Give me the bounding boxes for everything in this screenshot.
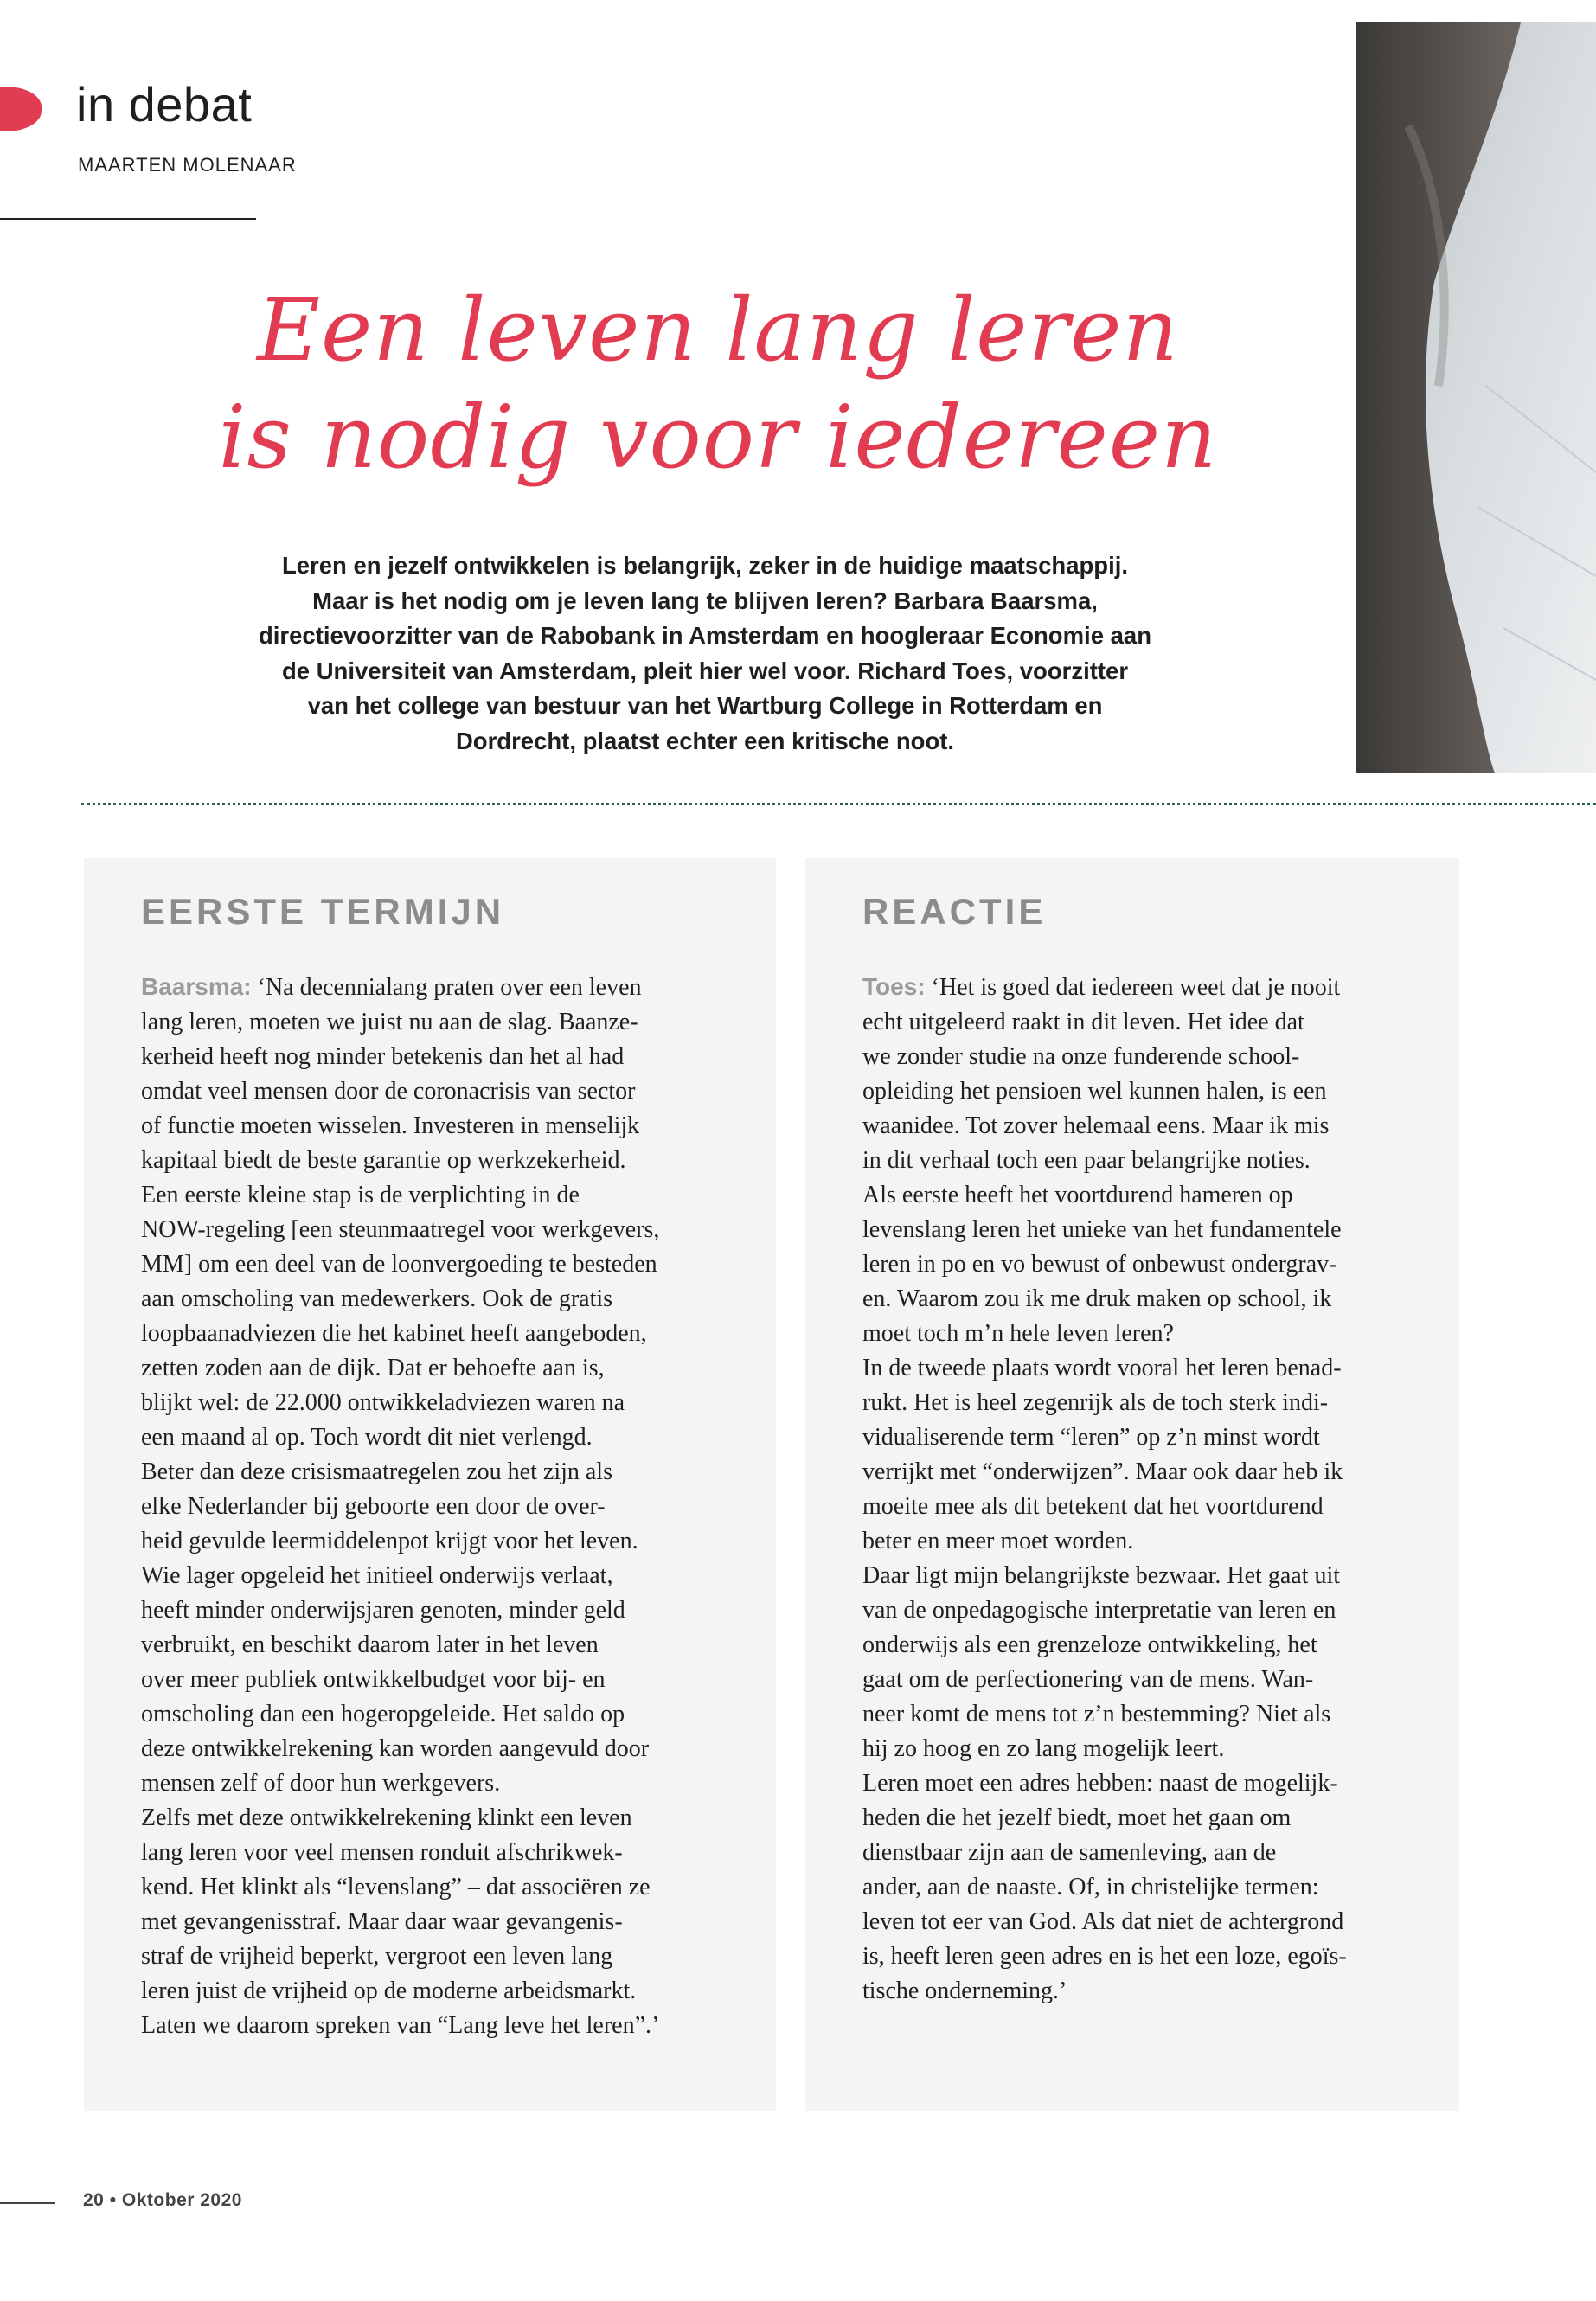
section-label: in debat — [76, 77, 253, 131]
body-line: neer komt de mens tot z’n bestemming? Niet als — [862, 1701, 1331, 1727]
body-text: ‘Het is goed dat iedereen weet dat je nooit — [925, 974, 1341, 1001]
body-line: verrijkt met “onderwijzen”. Maar ook daar heb ik — [862, 1458, 1343, 1485]
body-line: Leren moet een adres hebben: naast de mogelijk- — [862, 1770, 1338, 1797]
body-line: loopbaanadviezen die het kabinet heeft aangeboden, — [141, 1320, 647, 1347]
author-byline: MAARTEN MOLENAAR — [78, 154, 297, 176]
body-line: Zelfs met deze ontwikkelrekening klinkt een leven — [141, 1804, 632, 1831]
body-line: leren juist de vrijheid op de moderne arbeidsmarkt. — [141, 1977, 637, 2004]
body-line: In de tweede plaats wordt vooral het leren benad- — [862, 1355, 1342, 1381]
body-line: blijkt wel: de 22.000 ontwikkeladviezen waren na — [141, 1389, 625, 1416]
header-divider — [0, 218, 256, 220]
body-line: MM] om een deel van de loonvergoeding te besteden — [141, 1251, 657, 1278]
body-line: of functie moeten wisselen. Investeren in menselijk — [141, 1112, 640, 1139]
body-line: kend. Het klinkt als “levenslang” – dat associëren ze — [141, 1874, 651, 1900]
body-line: elke Nederlander bij geboorte een door de over- — [141, 1493, 606, 1520]
article-intro — [199, 548, 1211, 759]
body-line: deze ontwikkelrekening kan worden aangevuld door — [141, 1735, 650, 1762]
body-line: Wie lager opgeleid het initieel onderwijs verlaat, — [141, 1562, 613, 1589]
body-line: lang leren voor veel mensen ronduit afschrikwek- — [141, 1839, 623, 1866]
body-line: we zonder studie na onze funderende school- — [862, 1043, 1300, 1070]
body-line: ander, aan de naaste. Of, in christelijke termen: — [862, 1874, 1319, 1900]
intro-line: directievoorzitter van de Rabobank in Amsterdam en hoogleraar Economie aan — [258, 622, 1152, 649]
body-line: kerheid heeft nog minder betekenis dan het al had — [141, 1043, 625, 1070]
body-line: Een eerste kleine stap is de verplichting in de — [141, 1182, 580, 1208]
body-line: lang leren, moeten we juist nu aan de slag. Baanze- — [141, 1009, 638, 1035]
article-title — [130, 277, 1306, 491]
speaker-name: Baarsma: — [141, 973, 252, 1000]
page-footer — [83, 2190, 242, 2211]
body-line: en. Waarom zou ik me druk maken op school, ik — [862, 1285, 1332, 1312]
body-line: leren in po en vo bewust of onbewust ondergrav- — [862, 1251, 1337, 1278]
issue-date: Oktober 2020 — [121, 2190, 242, 2210]
body-line: moeite mee als dit betekent dat het voortdurend — [862, 1493, 1324, 1520]
title-line: is nodig voor iedereen — [218, 387, 1218, 488]
body-line: Als eerste heeft het voortdurend hameren op — [862, 1182, 1293, 1208]
panel-heading: REACTIE — [862, 891, 1047, 932]
body-line: heeft minder onderwijsjaren genoten, minder geld — [141, 1597, 625, 1624]
body-line: gaat om de perfectionering van de mens. Wan- — [862, 1666, 1314, 1693]
body-line: van de onpedagogische interpretatie van leren en — [862, 1597, 1336, 1624]
title-line: Een leven lang leren — [257, 279, 1179, 381]
intro-line: Leren en jezelf ontwikkelen is belangrijk, zeker in de huidige maatschappij. — [281, 552, 1129, 579]
intro-line: Maar is het nodig om je leven lang te blijven leren? Barbara Baarsma, — [312, 586, 1098, 614]
body-line: met gevangenisstraf. Maar daar waar gevangenis- — [141, 1908, 623, 1935]
body-line: vidualiserende term “leren” op z’n minst wordt — [862, 1424, 1320, 1451]
body-line: opleiding het pensioen wel kunnen halen, is een — [862, 1078, 1327, 1105]
body-line: rukt. Het is heel zegenrijk als de toch sterk indi- — [862, 1389, 1329, 1416]
reaction-panel — [805, 858, 1459, 2111]
body-line: onderwijs als een grenzeloze ontwikkeling, het — [862, 1631, 1317, 1658]
body-line: leven tot eer van God. Als dat niet de achtergrond — [862, 1908, 1344, 1935]
body-line: heden die het jezelf biedt, moet het gaan om — [862, 1804, 1292, 1831]
body-line: verbruikt, en beschikt daarom later in het leven — [141, 1631, 599, 1658]
body-line: zetten zoden aan de dijk. Dat er behoefte aan is, — [141, 1355, 605, 1381]
body-line: Beter dan deze crisismaatregelen zou het zijn als — [141, 1458, 612, 1485]
body-line: waanidee. Tot zover helemaal eens. Maar ik mis — [862, 1112, 1330, 1139]
panel-heading: EERSTE TERMIJN — [141, 891, 505, 932]
intro-line: Dordrecht, plaatst echter een kritische noot. — [455, 727, 955, 754]
body-line: straf de vrijheid beperkt, vergroot een leven lang — [141, 1943, 613, 1970]
body-line: omdat veel mensen door de coronacrisis van sector — [141, 1078, 636, 1105]
body-line: Daar ligt mijn belangrijkste bezwaar. Het gaat uit — [862, 1562, 1341, 1589]
body-text: ‘Na decennialang praten over een leven — [251, 974, 642, 1001]
body-line: tische onderneming.’ — [862, 1977, 1067, 2004]
body-line: moet toch m’n hele leven leren? — [862, 1320, 1174, 1347]
body-line: beter en meer moet worden. — [862, 1528, 1134, 1554]
body-line: een maand al op. Toch wordt dit niet verlengd. — [141, 1424, 593, 1451]
dotted-divider — [81, 803, 1596, 805]
body-line: mensen zelf of door hun werkgevers. — [141, 1770, 501, 1797]
body-line: in dit verhaal toch een paar belangrijke noties. — [862, 1147, 1311, 1174]
body-line: heid gevulde leermiddelenpot krijgt voor het leven. — [141, 1528, 638, 1554]
body-line: dienstbaar zijn aan de samenleving, aan de — [862, 1839, 1277, 1866]
intro-line: van het college van bestuur van het Wartburg College in Rotterdam en — [307, 692, 1103, 719]
speaker-name: Toes: — [862, 973, 926, 1000]
page-number: 20 — [83, 2190, 105, 2210]
body-line: Laten we daarom spreken van “Lang leve het leren”.’ — [141, 2012, 660, 2039]
body-line: omscholing dan een hogeropgeleide. Het saldo op — [141, 1701, 625, 1727]
panel-body — [862, 970, 1407, 2009]
header-photo — [1356, 22, 1596, 773]
section-marker-icon — [0, 87, 42, 131]
body-line: kapitaal biedt de beste garantie op werkzekerheid. — [141, 1147, 626, 1174]
body-line: echt uitgeleerd raakt in dit leven. Het idee dat — [862, 1009, 1304, 1035]
body-line: is, heeft leren geen adres en is het een loze, egoïs- — [862, 1943, 1347, 1970]
intro-line: de Universiteit van Amsterdam, pleit hier wel voor. Richard Toes, voorzitter — [281, 657, 1129, 684]
footer-divider — [0, 2202, 55, 2204]
body-line: over meer publiek ontwikkelbudget voor bij- en — [141, 1666, 606, 1693]
body-line: NOW-regeling [een steunmaatregel voor werkgevers, — [141, 1216, 660, 1243]
body-line — [862, 970, 1407, 1005]
body-line: hij zo hoog en zo lang mogelijk leert. — [862, 1735, 1225, 1762]
footer-separator: • — [109, 2190, 117, 2210]
panel-body — [141, 970, 729, 2043]
body-line: aan omscholing van medewerkers. Ook de gratis — [141, 1285, 613, 1312]
first-term-panel — [84, 858, 776, 2111]
body-line — [141, 970, 729, 1005]
body-line: levenslang leren het unieke van het fundamentele — [862, 1216, 1342, 1243]
